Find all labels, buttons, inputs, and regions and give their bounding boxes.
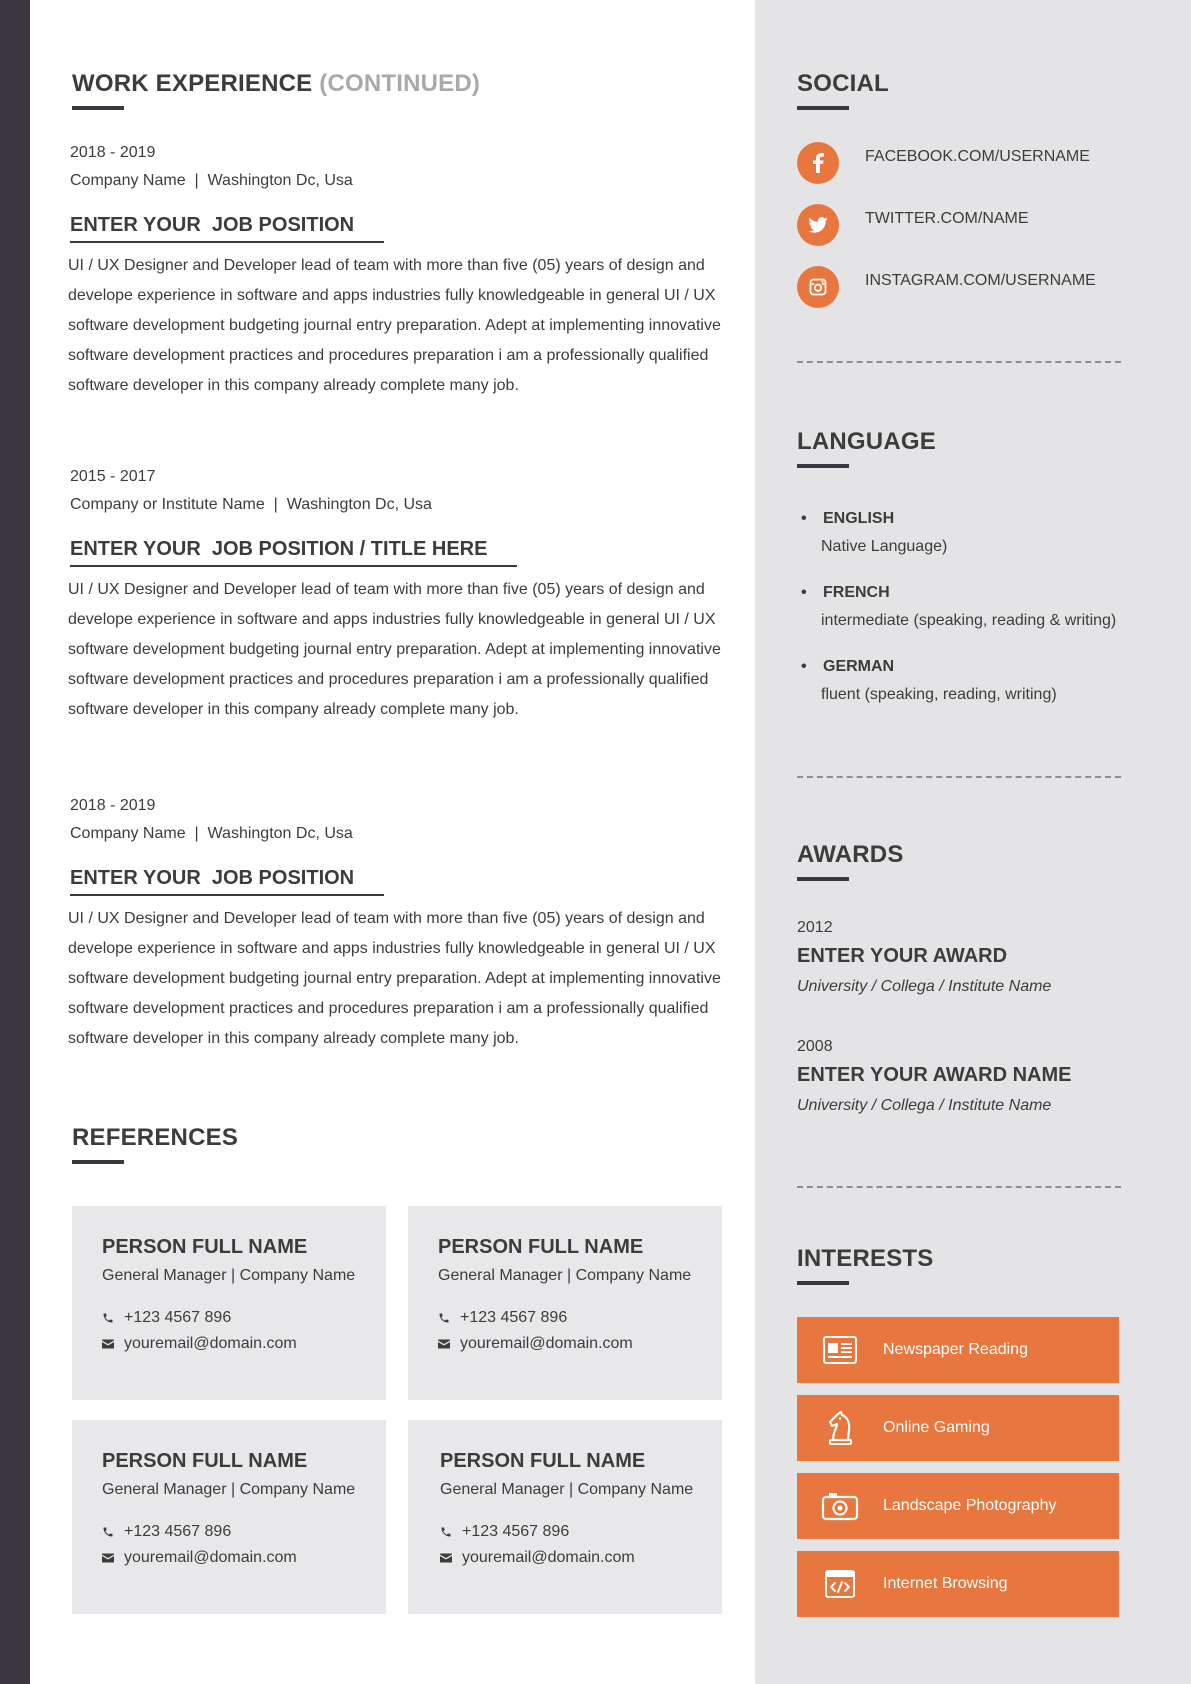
phone-icon (102, 1526, 124, 1538)
reference-card (408, 1206, 722, 1400)
references-heading (72, 1124, 238, 1164)
divider (797, 776, 1121, 778)
section-underline (797, 464, 849, 468)
phone-icon (102, 1312, 124, 1324)
facebook-icon (797, 142, 839, 184)
job-company: Company Name | Washington Dc, Usa (70, 172, 353, 189)
awards-title: AWARDS (797, 841, 904, 868)
reference-card (72, 1206, 386, 1400)
phone-icon (438, 1312, 460, 1324)
job-dates: 2018 - 2019 (70, 797, 156, 814)
language-name: ENGLISH (823, 510, 895, 527)
job-dates: 2015 - 2017 (70, 468, 156, 485)
language-section (797, 428, 1127, 732)
interests-section (797, 1245, 1127, 1629)
language-level: fluent (speaking, reading, writing) (821, 686, 1057, 703)
social-section (797, 70, 1127, 328)
reference-role: General Manager | Company Name (102, 1267, 356, 1284)
left-accent-strip (0, 0, 30, 1684)
reference-role: General Manager | Company Name (102, 1481, 356, 1498)
language-item (797, 510, 1127, 556)
reference-phone: +123 4567 896 (460, 1309, 568, 1326)
language-name: FRENCH (823, 584, 890, 601)
award-year: 2008 (797, 1038, 833, 1055)
job-company: Company or Institute Name | Washington Dc, Usa (70, 496, 432, 513)
browser-code-icon (797, 1569, 883, 1599)
job-description: UI / UX Designer and Developer lead of team with more than five (05) years of design and develope experience in software and apps industries fully knowledgeable in general UI / UX software development budgeting journal entry preparation. Adept at implementing innovative software development practices and procedures preparation i am a professionally qualified software developer in this company already complete many job. (68, 257, 721, 394)
award-institute: University / Collega / Institute Name (797, 978, 1052, 995)
interest-item (797, 1395, 1119, 1461)
section-underline (797, 106, 849, 110)
social-link-text[interactable]: INSTAGRAM.COM/USERNAME (865, 272, 1096, 289)
instagram-icon (797, 266, 839, 308)
camera-icon (797, 1491, 883, 1521)
twitter-icon (797, 204, 839, 246)
reference-phone: +123 4567 896 (462, 1523, 570, 1540)
interest-item (797, 1473, 1119, 1539)
chess-knight-icon (797, 1410, 883, 1446)
award-name: ENTER YOUR AWARD NAME (797, 1064, 1072, 1086)
reference-name: PERSON FULL NAME (102, 1236, 308, 1258)
job-description: UI / UX Designer and Developer lead of team with more than five (05) years of design and develope experience in software and apps industries fully knowledgeable in general UI / UX software development budgeting journal entry preparation. Adept at implementing innovative software development practices and procedures preparation i am a professionally qualified software developer in this company already complete many job. (68, 581, 721, 718)
language-item (797, 658, 1127, 704)
social-item-instagram[interactable] (797, 266, 1127, 308)
work-experience-title: WORK EXPERIENCE (72, 70, 313, 97)
language-name: GERMAN (823, 658, 895, 675)
job-description: UI / UX Designer and Developer lead of team with more than five (05) years of design and develope experience in software and apps industries fully knowledgeable in general UI / UX software development budgeting journal entry preparation. Adept at implementing innovative software development practices and procedures preparation i am a professionally qualified software developer in this company already complete many job. (68, 910, 721, 1047)
language-title: LANGUAGE (797, 428, 936, 455)
reference-role: General Manager | Company Name (440, 1481, 694, 1498)
reference-email[interactable]: youremail@domain.com (124, 1335, 297, 1352)
reference-name: PERSON FULL NAME (440, 1450, 646, 1472)
work-experience-heading (72, 70, 480, 110)
interest-item (797, 1317, 1119, 1383)
reference-email[interactable]: youremail@domain.com (124, 1549, 297, 1566)
reference-name: PERSON FULL NAME (102, 1450, 308, 1472)
awards-section (797, 841, 1127, 1157)
social-item-twitter[interactable] (797, 204, 1127, 246)
email-icon (438, 1339, 460, 1349)
divider (797, 1186, 1121, 1188)
job-entry (70, 797, 730, 1054)
section-underline (72, 106, 124, 110)
bullet: • (801, 510, 807, 527)
job-company: Company Name | Washington Dc, Usa (70, 825, 353, 842)
references-title: REFERENCES (72, 1124, 239, 1151)
bullet: • (801, 584, 807, 601)
award-item (797, 919, 1127, 996)
social-item-facebook[interactable] (797, 142, 1127, 184)
interest-label: Landscape Photography (883, 1497, 1057, 1514)
reference-email[interactable]: youremail@domain.com (462, 1549, 635, 1566)
interest-label: Newspaper Reading (883, 1341, 1028, 1358)
social-link-text[interactable]: FACEBOOK.COM/USERNAME (865, 148, 1090, 165)
interest-label: Online Gaming (883, 1419, 990, 1436)
email-icon (102, 1339, 124, 1349)
phone-icon (440, 1526, 462, 1538)
language-item (797, 584, 1127, 630)
reference-role: General Manager | Company Name (438, 1267, 692, 1284)
social-link-text[interactable]: TWITTER.COM/NAME (865, 210, 1029, 227)
section-underline (72, 1160, 124, 1164)
language-level: Native Language) (821, 538, 948, 555)
language-level: intermediate (speaking, reading & writing) (821, 612, 1117, 629)
reference-email[interactable]: youremail@domain.com (460, 1335, 633, 1352)
reference-phone: +123 4567 896 (124, 1523, 232, 1540)
reference-card (72, 1420, 386, 1614)
award-name: ENTER YOUR AWARD (797, 945, 1008, 967)
job-position: ENTER YOUR JOB POSITION (70, 214, 384, 243)
job-entry (70, 468, 730, 725)
job-position: ENTER YOUR JOB POSITION / TITLE HERE (70, 538, 517, 567)
interests-title: INTERESTS (797, 1245, 934, 1272)
reference-phone: +123 4567 896 (124, 1309, 232, 1326)
email-icon (440, 1553, 462, 1563)
divider (797, 361, 1121, 363)
email-icon (102, 1553, 124, 1563)
interest-label: Internet Browsing (883, 1575, 1008, 1592)
work-experience-continued: (CONTINUED) (319, 70, 481, 97)
job-entry (70, 144, 730, 401)
award-item (797, 1038, 1127, 1115)
award-year: 2012 (797, 919, 833, 936)
interest-item (797, 1551, 1119, 1617)
newspaper-icon (797, 1335, 883, 1365)
section-underline (797, 1281, 849, 1285)
award-institute: University / Collega / Institute Name (797, 1097, 1052, 1114)
bullet: • (801, 658, 807, 675)
section-underline (797, 877, 849, 881)
job-position: ENTER YOUR JOB POSITION (70, 867, 384, 896)
job-dates: 2018 - 2019 (70, 144, 156, 161)
reference-card (408, 1420, 722, 1614)
reference-name: PERSON FULL NAME (438, 1236, 644, 1258)
social-title: SOCIAL (797, 70, 889, 97)
